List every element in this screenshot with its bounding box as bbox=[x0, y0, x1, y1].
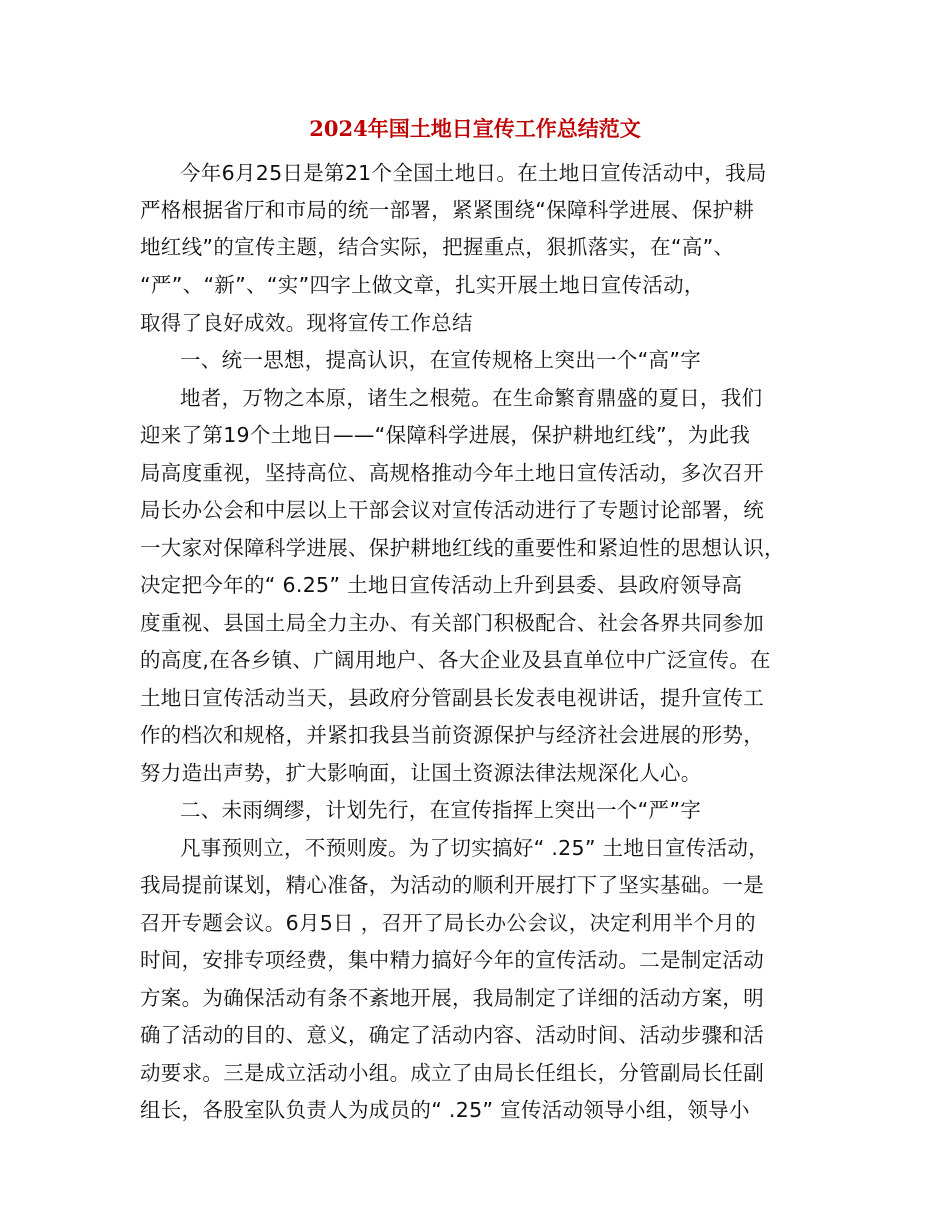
body-line: 今年6月25日是第21个全国土地日。在土地日宣传活动中，我局 bbox=[180, 161, 767, 185]
document-title: 2024年国土地日宣传工作总结范文 bbox=[309, 116, 641, 141]
body-line: 局长办公会和中层以上干部会议对宣传活动进行了专题讨论部署，统 bbox=[140, 498, 764, 522]
body-line: 确了活动的目的、意义，确定了活动内容、活动时间、活动步骤和活 bbox=[140, 1023, 764, 1047]
body-line: 凡事预则立，不预则废。为了切实搞好“ .25” 土地日宣传活动， bbox=[180, 836, 769, 860]
body-line: 动要求。三是成立活动小组。成立了由局长任组长，分管副局长任副 bbox=[140, 1061, 764, 1085]
body-line: “严”、“新”、“实”四字上做文章，扎实开展土地日宣传活动， bbox=[140, 273, 705, 297]
body-line: 土地日宣传活动当天，县政府分管副县长发表电视讲话，提升宣传工 bbox=[140, 686, 764, 710]
body-line: 我局提前谋划，精心准备，为活动的顺利开展打下了坚实基础。一是 bbox=[140, 873, 764, 897]
body-line: 的高度,在各乡镇、广阔用地户、各大企业及县直单位中广泛宣传。在 bbox=[140, 648, 771, 672]
section-heading-1: 一、统一思想，提高认识，在宣传规格上突出一个“高”字 bbox=[180, 348, 702, 372]
body-line: 作的档次和规格，并紧扣我县当前资源保护与经济社会进展的形势， bbox=[140, 723, 764, 747]
body-line: 时间，安排专项经费，集中精力搞好今年的宣传活动。二是制定活动 bbox=[140, 948, 764, 972]
body-line: 地红线”的宣传主题，结合实际，把握重点，狠抓落实，在“高”、 bbox=[140, 235, 735, 259]
section-heading-2: 二、未雨绸缪，计划先行，在宣传指挥上突出一个“严”字 bbox=[180, 798, 702, 822]
body-line: 迎来了第19个土地日——“保障科学进展，保护耕地红线”，为此我 bbox=[140, 423, 751, 447]
body-line: 决定把今年的“ 6.25” 土地日宣传活动上升到县委、县政府领导高 bbox=[140, 573, 743, 597]
body-line: 严格根据省厅和市局的统一部署，紧紧围绕“保障科学进展、保护耕 bbox=[140, 198, 755, 222]
body-line: 度重视、县国土局全力主办、有关部门积极配合、社会各界共同参加 bbox=[140, 611, 764, 635]
body-line: 努力造出声势，扩大影响面，让国土资源法律法规深化人心。 bbox=[140, 761, 702, 785]
body-line: 召开专题会议。6月5日 ，召开了局长办公会议，决定利用半个月的 bbox=[140, 911, 756, 935]
body-line: 组长，各股室队负责人为成员的“ .25” 宣传活动领导小组，领导小 bbox=[140, 1098, 750, 1122]
body-line: 方案。为确保活动有条不紊地开展，我局制定了详细的活动方案，明 bbox=[140, 986, 764, 1010]
body-line: 取得了良好成效。现将宣传工作总结 bbox=[140, 311, 473, 335]
body-line: 一大家对保障科学进展、保护耕地红线的重要性和紧迫性的思想认识， bbox=[140, 536, 785, 560]
body-line: 地者，万物之本原，诸生之根菀。在生命繁育鼎盛的夏日，我们 bbox=[180, 386, 763, 410]
body-line: 局高度重视，坚持高位、高规格推动今年土地日宣传活动，多次召开 bbox=[140, 461, 764, 485]
